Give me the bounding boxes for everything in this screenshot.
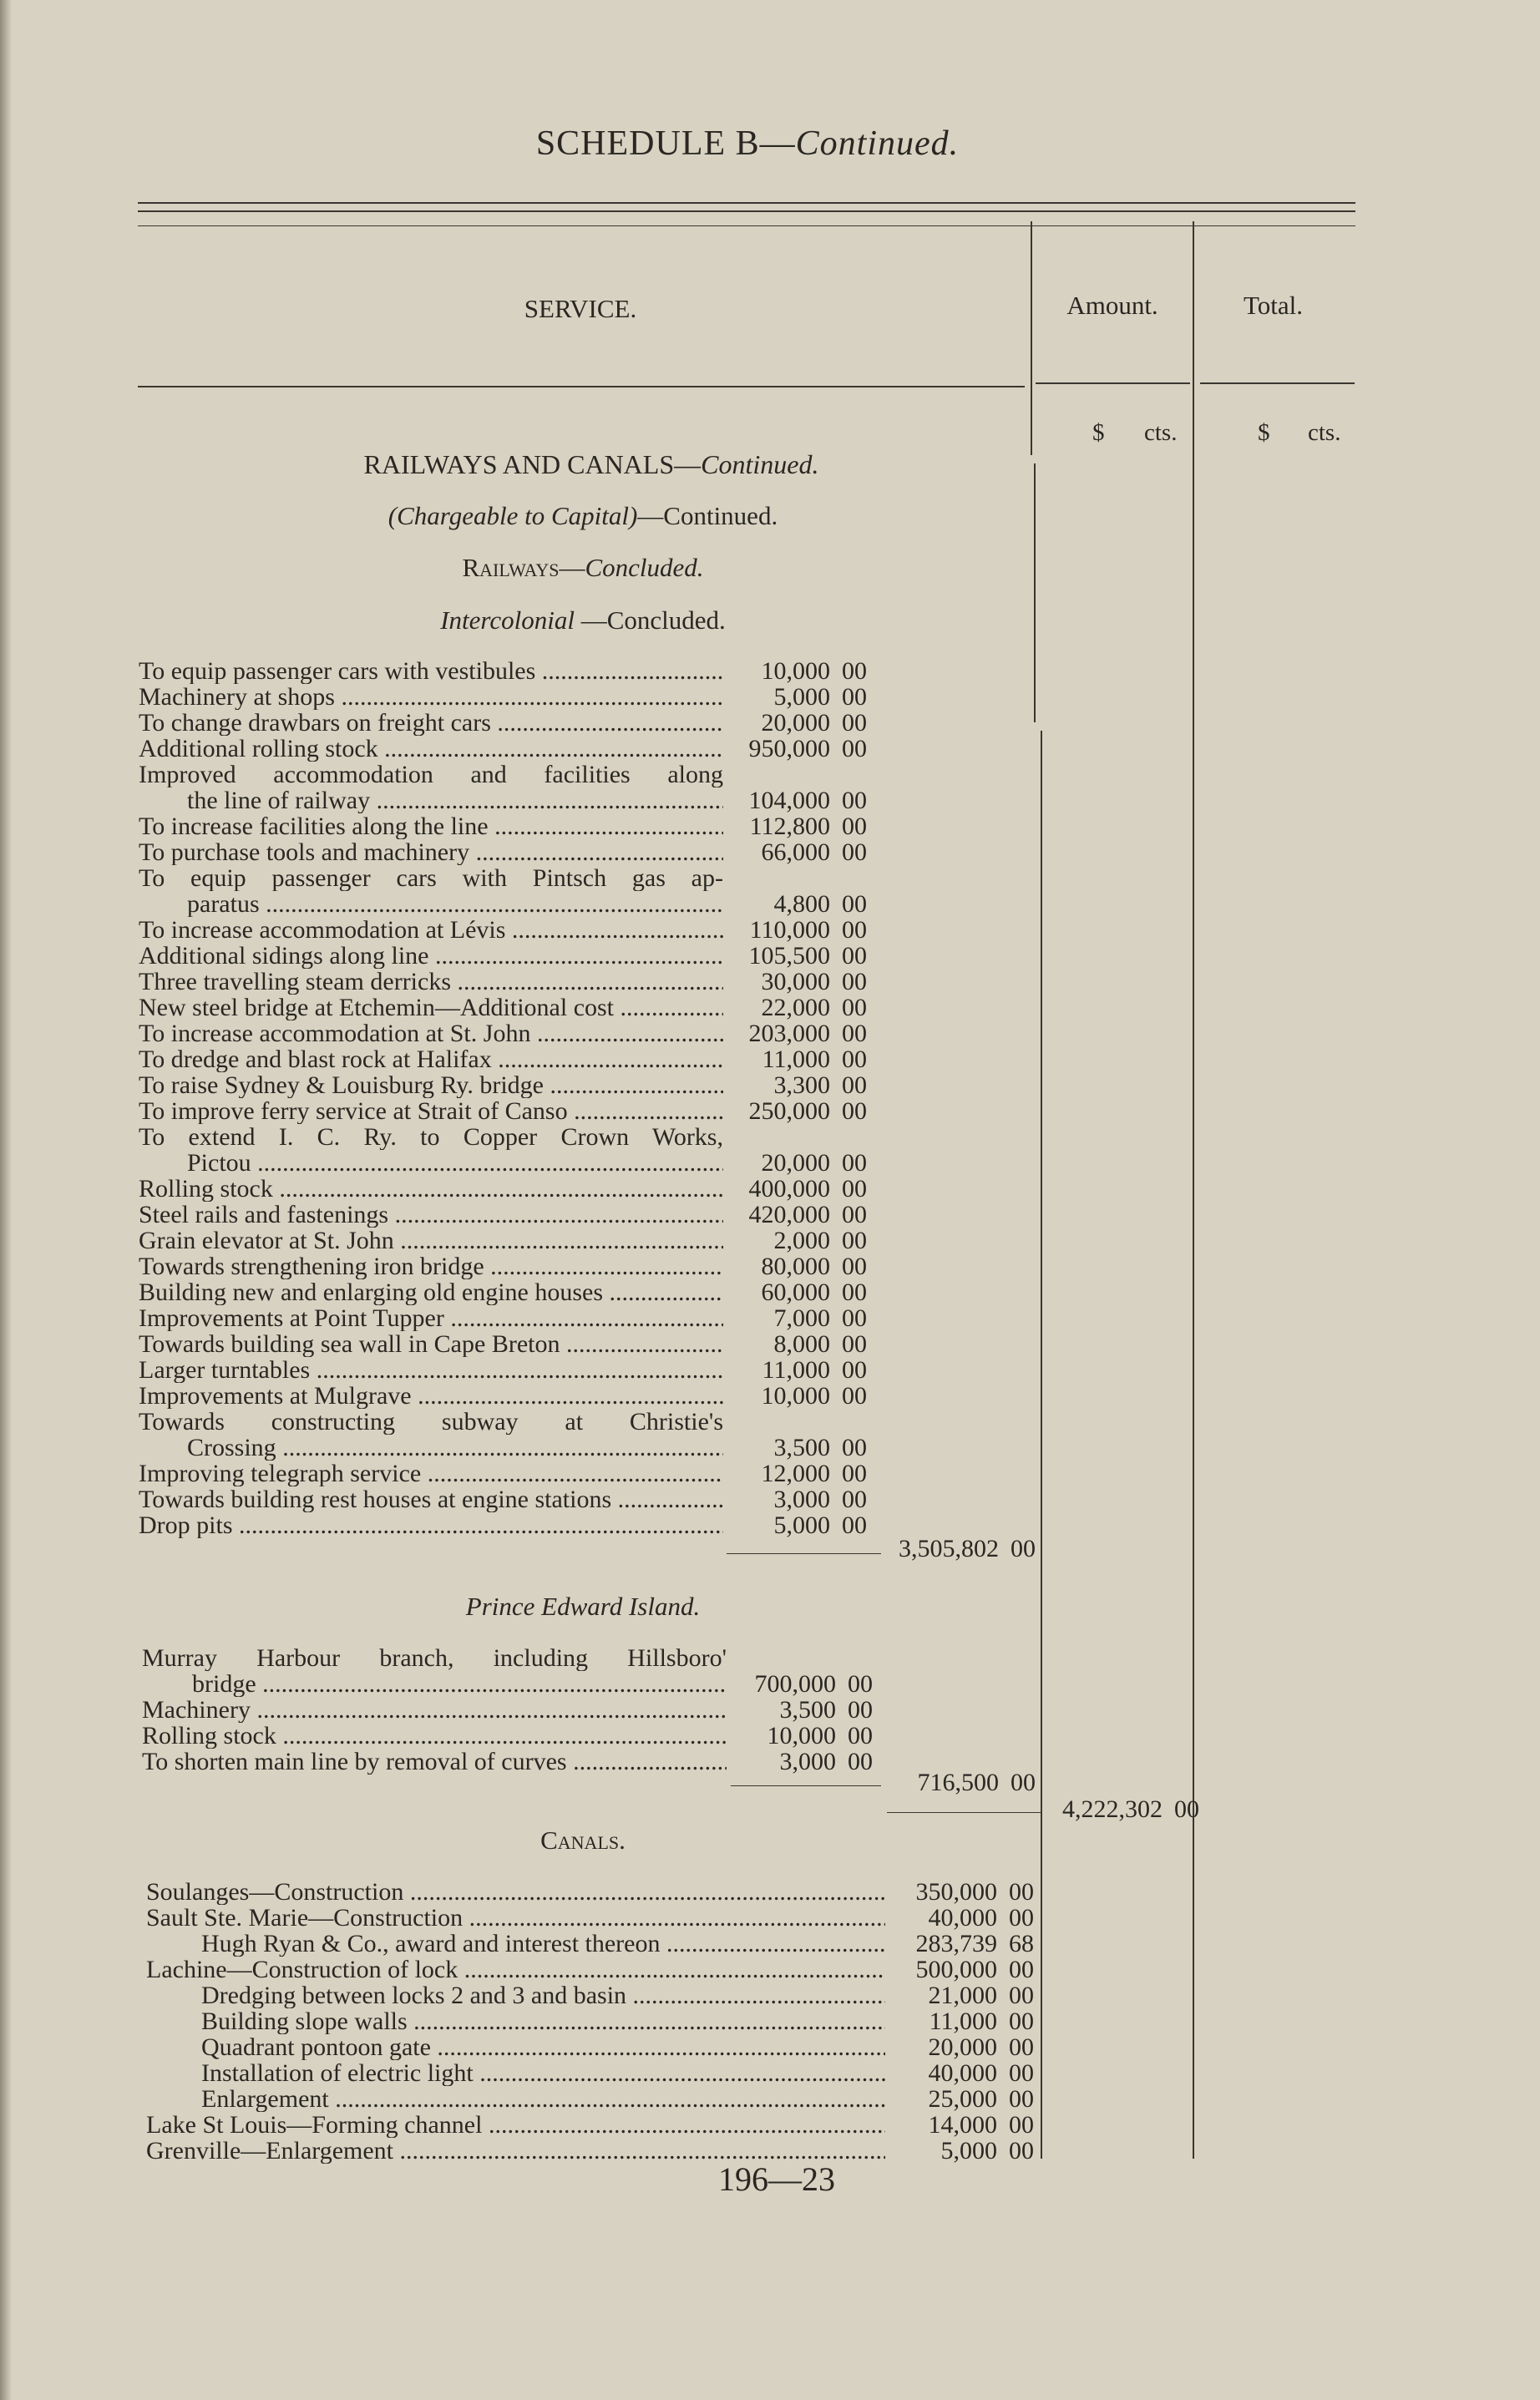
railways-grand-total	[1032, 1795, 1199, 1824]
row-label: To equip passenger cars with vestibules .....	[139, 658, 723, 684]
row-amount	[725, 1383, 867, 1409]
row-label: To shorten main line by removal of curves .....	[142, 1749, 727, 1775]
intercolonial-total	[869, 1535, 1036, 1563]
table-row	[0, 2060, 1540, 2086]
table-row	[0, 2034, 1540, 2060]
row-amount-cents: 00	[842, 813, 867, 840]
table-row	[0, 1749, 1540, 1775]
row-amount-dollars: 66,000	[761, 838, 830, 866]
table-row	[0, 1305, 1540, 1331]
row-amount-dollars: 3,000	[779, 1748, 836, 1775]
row-amount-cents: 00	[842, 1175, 867, 1203]
row-amount-cents: 00	[842, 838, 867, 866]
row-amount-cents: 00	[842, 1278, 867, 1306]
table-row	[0, 1202, 1540, 1228]
row-amount-dollars: 203,000	[748, 1020, 830, 1047]
row-amount-cents: 00	[842, 890, 867, 918]
table-row	[0, 839, 1540, 865]
row-amount-dollars: 25,000	[928, 2085, 997, 2113]
row-amount-cents: 00	[1009, 2033, 1034, 2061]
row-amount-dollars: 283,739	[915, 1930, 997, 1957]
row-amount	[887, 1905, 1034, 1931]
row-amount	[887, 1957, 1034, 1982]
row-amount-dollars: 22,000	[761, 994, 830, 1021]
row-label: To increase accommodation at St. John .....	[139, 1020, 723, 1046]
row-amount-cents: 00	[842, 1511, 867, 1539]
row-amount-cents: 00	[842, 1097, 867, 1125]
table-row	[0, 865, 1540, 891]
row-amount	[725, 1253, 867, 1279]
railways-sum-rule	[887, 1812, 1041, 1813]
table-row	[0, 2008, 1540, 2034]
amount-cts-unit: cts.	[1144, 419, 1178, 446]
row-amount-dollars: 500,000	[915, 1956, 997, 1983]
row-label: Enlargement .....	[201, 2086, 885, 2112]
row-amount-cents: 00	[842, 1253, 867, 1280]
row-amount-dollars: 3,500	[779, 1696, 836, 1724]
row-label: Grain elevator at St. John .....	[139, 1228, 723, 1253]
row-label: Hugh Ryan & Co., award and interest thereon .....	[201, 1931, 885, 1957]
row-amount-cents: 68	[1009, 1930, 1034, 1957]
table-row	[0, 2112, 1540, 2138]
row-amount	[725, 1305, 867, 1331]
row-amount	[725, 1279, 867, 1305]
row-label: Building new and enlarging old engine houses .....	[139, 1279, 723, 1305]
chargeable-rest: —Continued.	[637, 501, 778, 530]
row-label: To improve ferry service at Strait of Canso .....	[139, 1098, 723, 1124]
table-row	[0, 1383, 1540, 1409]
row-amount-cents: 00	[842, 916, 867, 944]
table-row	[0, 1176, 1540, 1202]
row-amount-dollars: 8,000	[773, 1330, 830, 1358]
row-label: To purchase tools and machinery .....	[139, 839, 723, 865]
row-amount-cents: 00	[842, 1227, 867, 1254]
section-heading-italic: Continued.	[701, 449, 819, 479]
row-label: To raise Sydney & Louisburg Ry. bridge .....	[139, 1072, 723, 1098]
row-label: New steel bridge at Etchemin—Additional cost .....	[139, 995, 723, 1020]
header-rule-bottom	[138, 210, 1355, 212]
row-amount-cents: 00	[1009, 2085, 1034, 2113]
row-label: Improved accommodation and facilities along	[139, 762, 723, 787]
table-row	[0, 1957, 1540, 1982]
row-amount-dollars: 10,000	[767, 1722, 836, 1749]
row-amount	[887, 2034, 1034, 2060]
pei-total	[869, 1769, 1036, 1797]
intercolonial-sum-rule	[727, 1553, 881, 1554]
row-amount-dollars: 250,000	[748, 1097, 830, 1125]
row-amount	[725, 1409, 867, 1435]
row-amount	[727, 1671, 873, 1697]
row-amount	[725, 995, 867, 1020]
row-amount-dollars: 4,800	[773, 890, 830, 918]
table-row	[0, 1046, 1540, 1072]
table-row	[0, 1150, 1540, 1176]
row-amount-cents: 00	[842, 787, 867, 814]
row-amount-cents: 00	[1009, 2059, 1034, 2087]
row-label: To equip passenger cars with Pintsch gas ap-	[139, 865, 723, 891]
row-amount	[727, 1645, 873, 1671]
row-amount	[725, 1046, 867, 1072]
table-row	[0, 1697, 1540, 1723]
row-amount-cents: 00	[842, 942, 867, 970]
row-amount-dollars: 3,300	[773, 1071, 830, 1099]
row-amount-cents: 00	[842, 968, 867, 995]
row-amount-dollars: 12,000	[761, 1460, 830, 1487]
row-amount-cents: 00	[1009, 1878, 1034, 1906]
row-label: To increase accommodation at Lévis .....	[139, 917, 723, 943]
table-row	[0, 813, 1540, 839]
row-label: Dredging between locks 2 and 3 and basin .....	[201, 1982, 885, 2008]
row-label: Steel rails and fastenings .....	[139, 1202, 723, 1228]
total-header-underline	[1200, 382, 1355, 384]
row-amount-cents: 00	[1009, 1982, 1034, 2009]
row-amount	[725, 1176, 867, 1202]
row-amount	[725, 1150, 867, 1176]
row-label: Drop pits .....	[139, 1512, 723, 1538]
row-amount	[725, 1357, 867, 1383]
table-row	[0, 1124, 1540, 1150]
row-label: To change drawbars on freight cars .....	[139, 710, 723, 736]
table-row	[0, 943, 1540, 969]
row-amount-cents: 00	[848, 1696, 873, 1724]
row-amount-cents: 00	[842, 994, 867, 1021]
row-amount-dollars: 700,000	[754, 1670, 836, 1698]
row-label: Towards building rest houses at engine stations .....	[139, 1486, 723, 1512]
table-row	[0, 1671, 1540, 1697]
row-amount-dollars: 110,000	[749, 916, 830, 944]
table-row	[0, 1486, 1540, 1512]
table-row	[0, 1461, 1540, 1486]
row-amount-dollars: 30,000	[761, 968, 830, 995]
row-label: Murray Harbour branch, including Hillsboro'	[142, 1645, 727, 1671]
row-amount-cents: 00	[848, 1722, 873, 1749]
row-amount-dollars: 11,000	[762, 1356, 830, 1384]
row-amount	[725, 917, 867, 943]
chargeable-heading	[0, 501, 1166, 531]
row-label: Installation of electric light .....	[201, 2060, 885, 2086]
intercolonial-total-amount: 3,505,802	[899, 1535, 999, 1562]
row-amount-dollars: 80,000	[761, 1253, 830, 1280]
row-amount-dollars: 21,000	[928, 1982, 997, 2009]
row-amount-cents: 00	[842, 1020, 867, 1047]
row-amount	[725, 839, 867, 865]
title-main: SCHEDULE B—	[535, 124, 796, 163]
row-amount-dollars: 20,000	[761, 709, 830, 737]
row-label: Crossing .....	[187, 1435, 723, 1461]
header-rule-third	[138, 225, 1355, 226]
pei-sum-rule	[731, 1785, 881, 1786]
row-label: Pictou .....	[187, 1150, 723, 1176]
row-amount-cents: 00	[842, 1356, 867, 1384]
row-amount	[725, 891, 867, 917]
row-amount-dollars: 400,000	[748, 1175, 830, 1203]
row-amount	[727, 1723, 873, 1749]
table-row	[0, 1931, 1540, 1957]
row-label: the line of railway .....	[187, 787, 723, 813]
row-amount	[725, 684, 867, 710]
table-row	[0, 1072, 1540, 1098]
intercolonial-heading	[0, 605, 1166, 635]
intercolonial-total-cts: 00	[1011, 1535, 1036, 1562]
column-header-total: Total.	[1243, 291, 1303, 320]
row-amount	[887, 2086, 1034, 2112]
row-amount	[887, 2060, 1034, 2086]
table-row	[0, 969, 1540, 995]
row-label: Lake St Louis—Forming channel .....	[146, 2112, 885, 2138]
row-label: Additional rolling stock .....	[139, 736, 723, 762]
row-amount	[887, 1931, 1034, 1957]
row-amount-cents: 00	[1009, 1904, 1034, 1932]
table-row	[0, 762, 1540, 787]
row-label: Towards strengthening iron bridge .....	[139, 1253, 723, 1279]
row-amount-dollars: 20,000	[928, 2033, 997, 2061]
row-amount-cents: 00	[848, 1670, 873, 1698]
row-amount-dollars: 3,000	[773, 1486, 830, 1513]
row-label: Improvements at Point Tupper .....	[139, 1305, 723, 1331]
row-amount-cents: 00	[842, 1434, 867, 1461]
row-label: Three travelling steam derricks .....	[139, 969, 723, 995]
row-label: paratus .....	[187, 891, 723, 917]
row-amount	[725, 1461, 867, 1486]
row-amount-dollars: 350,000	[915, 1878, 997, 1906]
row-amount	[725, 762, 867, 787]
total-dollar-unit: $	[1258, 419, 1270, 446]
table-row	[0, 1879, 1540, 1905]
row-amount-cents: 00	[1009, 2137, 1034, 2165]
row-amount-cents: 00	[842, 735, 867, 762]
row-amount	[725, 1435, 867, 1461]
row-amount	[725, 943, 867, 969]
row-amount	[725, 736, 867, 762]
column-header-amount: Amount.	[1066, 291, 1158, 320]
row-amount-dollars: 60,000	[761, 1278, 830, 1306]
row-amount-cents: 00	[842, 1460, 867, 1487]
table-row	[0, 1098, 1540, 1124]
schedule-title	[0, 124, 1495, 164]
row-amount-dollars: 7,000	[773, 1304, 830, 1332]
row-amount-cents: 00	[842, 1304, 867, 1332]
row-label: To increase facilities along the line .....	[139, 813, 723, 839]
service-header-underline	[138, 386, 1025, 387]
row-amount-dollars: 10,000	[761, 657, 830, 685]
row-amount-cents: 00	[842, 1201, 867, 1228]
pei-heading: Prince Edward Island.	[465, 1592, 701, 1621]
row-amount-dollars: 40,000	[928, 2059, 997, 2087]
railways-total-cts: 00	[1174, 1795, 1199, 1823]
row-label: To extend I. C. Ry. to Copper Crown Works,	[139, 1124, 723, 1150]
row-amount	[725, 787, 867, 813]
row-label: Towards constructing subway at Christie's	[139, 1409, 723, 1435]
row-amount	[887, 1982, 1034, 2008]
row-amount-dollars: 104,000	[748, 787, 830, 814]
table-row	[0, 995, 1540, 1020]
railways-smallcaps: Railways—	[462, 553, 585, 582]
row-amount-dollars: 420,000	[748, 1201, 830, 1228]
row-amount	[887, 2112, 1034, 2138]
row-amount	[887, 1879, 1034, 1905]
row-amount-dollars: 5,000	[773, 683, 830, 711]
row-amount	[725, 1072, 867, 1098]
row-amount-cents: 00	[848, 1748, 873, 1775]
table-row	[0, 1228, 1540, 1253]
row-amount-dollars: 950,000	[748, 735, 830, 762]
row-amount	[725, 1202, 867, 1228]
row-label: Grenville—Enlargement .....	[146, 2138, 885, 2164]
table-row	[0, 684, 1540, 710]
table-row	[0, 2086, 1540, 2112]
chargeable-italic: (Chargeable to Capital)	[388, 501, 638, 530]
row-amount-cents: 00	[842, 1330, 867, 1358]
row-label: bridge .....	[192, 1671, 727, 1697]
row-amount-cents: 00	[842, 1382, 867, 1410]
row-amount-dollars: 5,000	[773, 1511, 830, 1539]
row-amount	[725, 1098, 867, 1124]
row-label: Rolling stock .....	[139, 1176, 723, 1202]
row-amount	[725, 1486, 867, 1512]
row-amount-cents: 00	[842, 1149, 867, 1177]
row-amount	[725, 865, 867, 891]
row-amount	[725, 813, 867, 839]
row-label: Soulanges—Construction .....	[146, 1879, 885, 1905]
row-amount-dollars: 11,000	[762, 1046, 830, 1073]
table-row	[0, 1331, 1540, 1357]
row-label: To dredge and blast rock at Halifax .....	[139, 1046, 723, 1072]
table-row	[0, 1020, 1540, 1046]
row-label: Improvements at Mulgrave .....	[139, 1383, 723, 1409]
row-amount-dollars: 14,000	[928, 2111, 997, 2139]
table-row	[0, 710, 1540, 736]
row-amount-dollars: 2,000	[773, 1227, 830, 1254]
row-amount	[887, 2138, 1034, 2164]
table-row	[0, 917, 1540, 943]
column-header-service: SERVICE.	[524, 294, 637, 323]
row-amount-cents: 00	[842, 657, 867, 685]
table-row	[0, 1253, 1540, 1279]
row-amount	[887, 2008, 1034, 2034]
table-row	[0, 891, 1540, 917]
row-amount	[725, 1124, 867, 1150]
title-italic: Continued.	[795, 124, 960, 163]
table-row	[0, 736, 1540, 762]
canals-heading: Canals.	[540, 1825, 626, 1855]
row-amount-cents: 00	[842, 683, 867, 711]
table-row	[0, 1512, 1540, 1538]
page-number: 196—23	[718, 2160, 835, 2198]
row-amount-cents: 00	[842, 1071, 867, 1099]
table-row	[0, 787, 1540, 813]
row-amount-cents: 00	[842, 709, 867, 737]
row-label: Machinery at shops .....	[139, 684, 723, 710]
table-row	[0, 1435, 1540, 1461]
row-amount-cents: 00	[842, 1486, 867, 1513]
total-cts-unit: cts.	[1308, 419, 1341, 446]
row-amount-dollars: 20,000	[761, 1149, 830, 1177]
amount-header-underline	[1036, 382, 1190, 384]
row-amount	[725, 1331, 867, 1357]
amount-dollar-unit: $	[1092, 419, 1105, 446]
row-label: Building slope walls .....	[201, 2008, 885, 2034]
row-label: Larger turntables .....	[139, 1357, 723, 1383]
table-row	[0, 1982, 1540, 2008]
row-label: Quadrant pontoon gate .....	[201, 2034, 885, 2060]
row-amount-cents: 00	[1009, 2111, 1034, 2139]
intercolonial-rest: —Concluded.	[574, 605, 726, 635]
row-label: Improving telegraph service .....	[139, 1461, 723, 1486]
table-row	[0, 1645, 1540, 1671]
row-amount-dollars: 112,800	[749, 813, 830, 840]
table-row	[0, 1409, 1540, 1435]
row-amount-dollars: 10,000	[761, 1382, 830, 1410]
table-row	[0, 1357, 1540, 1383]
row-amount-dollars: 11,000	[929, 2008, 997, 2035]
header-rule-top	[138, 202, 1355, 204]
row-amount	[725, 1228, 867, 1253]
row-amount	[725, 710, 867, 736]
row-label: Additional sidings along line .....	[139, 943, 723, 969]
row-amount	[727, 1697, 873, 1723]
pei-total-amount: 716,500	[917, 1769, 999, 1796]
row-amount	[725, 1020, 867, 1046]
row-label: Rolling stock .....	[142, 1723, 727, 1749]
pei-total-cts: 00	[1011, 1769, 1036, 1796]
row-amount	[727, 1749, 873, 1775]
row-amount-cents: 00	[1009, 1956, 1034, 1983]
row-amount	[725, 1512, 867, 1538]
row-label: Towards building sea wall in Cape Breton .....	[139, 1331, 723, 1357]
railways-heading	[0, 553, 1166, 583]
row-amount-dollars: 5,000	[940, 2137, 997, 2165]
intercolonial-italic: Intercolonial	[440, 605, 575, 635]
railways-total-amount: 4,222,302	[1062, 1795, 1163, 1823]
row-label: Machinery .....	[142, 1697, 727, 1723]
row-label: Lachine—Construction of lock .....	[146, 1957, 885, 1982]
row-label: Sault Ste. Marie—Construction .....	[146, 1905, 885, 1931]
row-amount-cents: 00	[1009, 2008, 1034, 2035]
railways-italic: Concluded.	[585, 553, 704, 582]
row-amount	[725, 658, 867, 684]
table-row	[0, 1905, 1540, 1931]
table-row	[0, 658, 1540, 684]
table-row	[0, 1279, 1540, 1305]
row-amount-cents: 00	[842, 1046, 867, 1073]
column-divider-service-amount	[1031, 221, 1032, 455]
section-heading	[8, 449, 1174, 480]
row-amount-dollars: 105,500	[748, 942, 830, 970]
table-row	[0, 1723, 1540, 1749]
row-amount-dollars: 40,000	[928, 1904, 997, 1932]
section-heading-text: RAILWAYS AND CANALS—	[363, 449, 702, 479]
row-amount	[725, 969, 867, 995]
row-amount-dollars: 3,500	[773, 1434, 830, 1461]
